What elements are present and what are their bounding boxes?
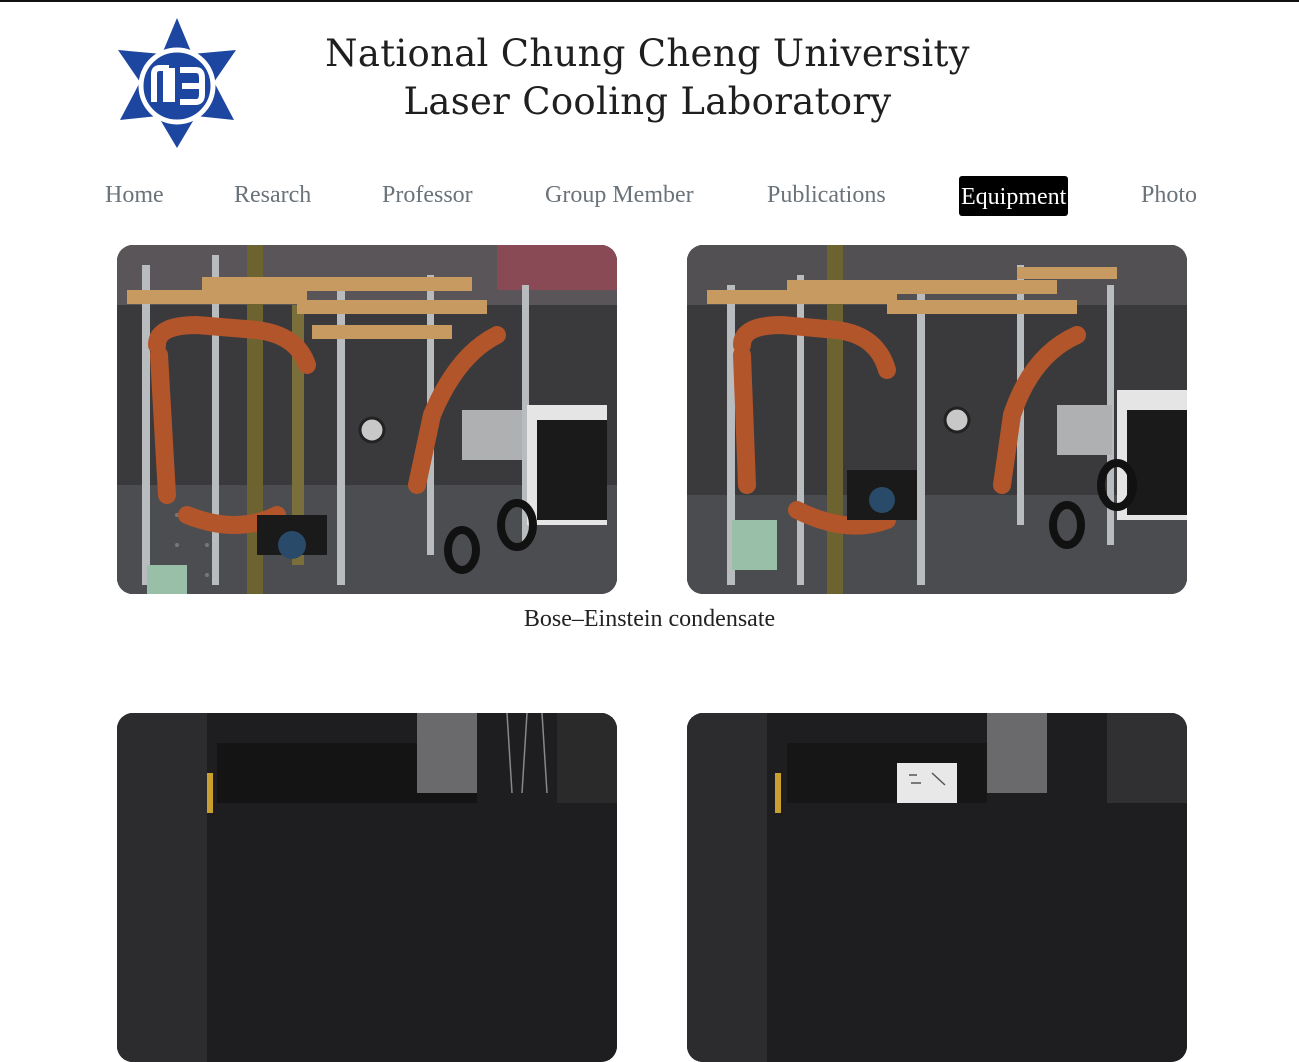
equipment-photo-2[interactable]: [687, 245, 1187, 594]
equipment-photo-4[interactable]: [687, 713, 1187, 1062]
nav-group-member[interactable]: Group Member: [545, 182, 694, 208]
nav-home[interactable]: Home: [105, 182, 164, 208]
nav-photo[interactable]: Photo: [1141, 182, 1198, 208]
equipment-photo-1[interactable]: [117, 245, 617, 594]
nav-professor[interactable]: Professor: [382, 182, 473, 208]
title-line-1: National Chung Cheng University: [325, 32, 970, 75]
main-nav: [0, 176, 1299, 216]
nav-publications[interactable]: Publications: [767, 182, 886, 208]
photo-caption: Bose–Einstein condensate: [523, 606, 776, 632]
site-title: [280, 30, 1015, 126]
top-border: [0, 0, 1299, 2]
equipment-photo-3[interactable]: [117, 713, 617, 1062]
nav-research[interactable]: Resarch: [234, 182, 312, 208]
title-line-2: Laser Cooling Laboratory: [403, 80, 892, 123]
university-logo[interactable]: [108, 16, 246, 150]
nav-equipment[interactable]: Equipment: [959, 176, 1068, 216]
